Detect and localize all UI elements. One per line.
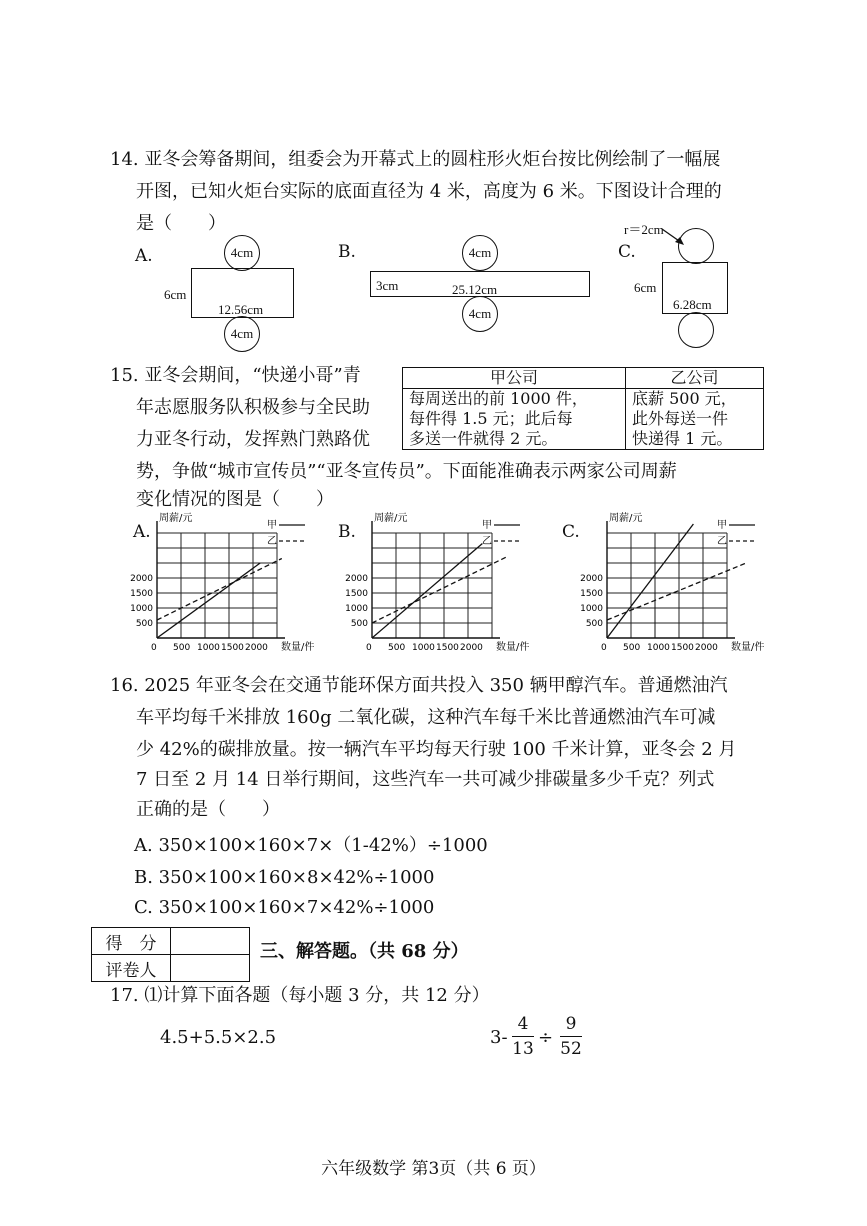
q14-c-top-circle xyxy=(678,228,714,264)
x-axis-title: 数量/件 xyxy=(496,642,530,653)
q14-b-bottom-circle xyxy=(462,296,498,332)
company-jia-rule-line: 每件得 1.5 元；此后每 xyxy=(409,409,573,428)
y-axis-title: 周薪/元 xyxy=(609,513,643,524)
y-tick-label: 2000 xyxy=(580,574,603,584)
y-tick-label: 1500 xyxy=(580,589,603,599)
q14-b-height: 3cm xyxy=(376,278,399,293)
q17-divide: ÷ xyxy=(538,1027,554,1048)
q17-expr1: 4.5+5.5×2.5 xyxy=(160,1027,277,1048)
y-tick-label: 500 xyxy=(585,619,603,629)
q17-fraction-1 xyxy=(512,1014,534,1059)
chart-a-label: A. xyxy=(133,522,151,542)
y-tick-label: 1500 xyxy=(345,589,368,599)
y-tick-label: 500 xyxy=(350,619,368,629)
y-axis-title: 周薪/元 xyxy=(159,513,193,524)
q14-c-width: 6.28cm xyxy=(673,297,712,312)
legend-jia: 甲 xyxy=(717,520,727,531)
q15-line4: 势，争做“城市宣传员”“亚冬宣传员”。下面能准确表示两家公司周薪 xyxy=(136,461,677,482)
y-tick-label: 1000 xyxy=(580,604,603,614)
q14-b-top-circle-label: 4cm xyxy=(468,245,492,260)
fraction-1-numerator: 4 xyxy=(517,1014,529,1034)
chart-b-label: B. xyxy=(338,522,356,542)
q15-line2: 年志愿服务队积极参与全民助 xyxy=(136,397,370,418)
x-axis-title: 数量/件 xyxy=(731,642,765,653)
series-jia-line xyxy=(607,524,693,638)
q15-line1: 15. 亚冬会期间，“快递小哥”青 xyxy=(110,365,361,386)
q14-a-top-circle-label: 4cm xyxy=(230,245,254,260)
company-yi-rule-line: 快递得 1 元。 xyxy=(632,429,733,448)
y-tick-label: 1000 xyxy=(130,604,153,614)
x-tick-label: 0 xyxy=(601,643,607,653)
q15-line3: 力亚冬行动，发挥熟门熟路优 xyxy=(136,429,370,450)
y-tick-label: 2000 xyxy=(130,574,153,584)
company-table xyxy=(402,367,764,450)
grader-cell[interactable] xyxy=(171,955,250,982)
x-tick-label: 0 xyxy=(366,643,372,653)
q14-b-top-circle xyxy=(462,235,498,271)
legend-yi: 乙 xyxy=(482,536,492,547)
q14-c-radius: r＝2cm xyxy=(624,222,664,237)
x-tick-label: 1000 xyxy=(197,643,220,653)
x-tick-label: 500 xyxy=(173,643,191,653)
x-tick-label: 2000 xyxy=(695,643,718,653)
q14-a-top-circle xyxy=(224,235,260,271)
company-jia-rule xyxy=(403,389,626,450)
legend-yi: 乙 xyxy=(717,536,727,547)
x-tick-label: 500 xyxy=(623,643,641,653)
series-jia-line xyxy=(157,563,260,638)
q14-b-bottom-circle-label: 4cm xyxy=(468,306,492,321)
fraction-1-denominator: 13 xyxy=(512,1039,534,1059)
q14-b-width: 25.12cm xyxy=(452,282,498,297)
company-yi-rule-line: 底薪 500 元， xyxy=(632,389,737,408)
q16-option-c: C. 350×100×160×7×42%÷1000 xyxy=(134,897,435,918)
series-yi-line xyxy=(372,557,506,623)
chart-c-label: C. xyxy=(562,522,580,542)
chart-a xyxy=(125,513,325,658)
chart-c xyxy=(575,513,775,658)
q14-a-bottom-circle-label: 4cm xyxy=(230,326,254,341)
q14-c-height: 6cm xyxy=(634,280,657,295)
score-table xyxy=(91,927,250,982)
y-tick-label: 2000 xyxy=(345,574,368,584)
q14-c-bottom-circle xyxy=(678,312,714,348)
chart-b xyxy=(340,513,540,658)
legend-yi: 乙 xyxy=(267,536,277,547)
score-label: 得 分 xyxy=(92,928,171,955)
x-tick-label: 1500 xyxy=(671,643,694,653)
q16-option-a: A. 350×100×160×7×（1-42%）÷1000 xyxy=(134,835,488,856)
y-tick-label: 1500 xyxy=(130,589,153,599)
fraction-2-denominator: 52 xyxy=(560,1039,582,1059)
q17-expr2-lead: 3- xyxy=(490,1027,508,1048)
company-jia-header: 甲公司 xyxy=(403,368,626,389)
q17-fraction-2 xyxy=(560,1014,582,1059)
x-tick-label: 500 xyxy=(388,643,406,653)
x-tick-label: 1000 xyxy=(647,643,670,653)
y-tick-label: 500 xyxy=(135,619,153,629)
q16-line5: 正确的是（ ） xyxy=(136,799,280,820)
q14-line3: 是（ ） xyxy=(136,213,226,234)
q16-line1: 16. 2025 年亚冬会在交通节能环保方面共投入 350 辆甲醇汽车。普通燃油汽 xyxy=(110,675,728,696)
x-tick-label: 0 xyxy=(151,643,157,653)
q15-line5: 变化情况的图是（ ） xyxy=(136,489,334,510)
legend-jia: 甲 xyxy=(267,520,277,531)
fraction-2-numerator: 9 xyxy=(565,1014,577,1034)
company-jia-rule-line: 每周送出的前 1000 件， xyxy=(409,389,588,408)
q14-option-b-label: B. xyxy=(338,242,356,262)
company-yi-rule-line: 此外每送一件 xyxy=(632,409,729,428)
score-cell[interactable] xyxy=(171,928,250,955)
legend-jia: 甲 xyxy=(482,520,492,531)
x-tick-label: 1500 xyxy=(436,643,459,653)
company-yi-rule xyxy=(626,389,764,450)
q14-line1: 14. 亚冬会筹备期间，组委会为开幕式上的圆柱形火炬台按比例绘制了一幅展 xyxy=(110,149,721,170)
q14-a-width: 12.56cm xyxy=(218,302,264,317)
q16-option-b: B. 350×100×160×8×42%÷1000 xyxy=(134,867,435,888)
series-jia-line xyxy=(372,544,482,639)
q16-line4: 7 日至 2 月 14 日举行期间，这些汽车一共可减少排碳量多少千克？列式 xyxy=(136,769,715,790)
company-yi-header: 乙公司 xyxy=(626,368,764,389)
section-3-heading: 三、解答题。（共 68 分） xyxy=(260,941,469,962)
x-tick-label: 1000 xyxy=(412,643,435,653)
q14-line2: 开图，已知火炬台实际的底面直径为 4 米，高度为 6 米。下图设计合理的 xyxy=(136,181,722,202)
x-tick-label: 2000 xyxy=(460,643,483,653)
q16-line2: 车平均每千米排放 160g 二氧化碳，这种汽车每千米比普通燃油汽车可减 xyxy=(136,707,716,728)
grader-label: 评卷人 xyxy=(92,955,171,982)
q14-option-a-label: A. xyxy=(135,246,153,266)
q14-a-bottom-circle xyxy=(224,316,260,352)
q16-line3: 少 42%的碳排放量。按一辆汽车平均每天行驶 100 千米计算，亚冬会 2 月 xyxy=(136,739,737,760)
q17-line1: 17. ⑴计算下面各题（每小题 3 分，共 12 分） xyxy=(110,985,490,1006)
x-tick-label: 2000 xyxy=(245,643,268,653)
q14-a-height: 6cm xyxy=(164,287,187,302)
series-yi-line xyxy=(157,559,282,621)
y-tick-label: 1000 xyxy=(345,604,368,614)
q14-option-c-label: C. xyxy=(618,242,636,262)
y-axis-title: 周薪/元 xyxy=(374,513,408,524)
company-jia-rule-line: 多送一件就得 2 元。 xyxy=(409,429,558,448)
page-footer: 六年级数学 第3页（共 6 页） xyxy=(321,1159,546,1179)
x-axis-title: 数量/件 xyxy=(281,642,315,653)
x-tick-label: 1500 xyxy=(221,643,244,653)
